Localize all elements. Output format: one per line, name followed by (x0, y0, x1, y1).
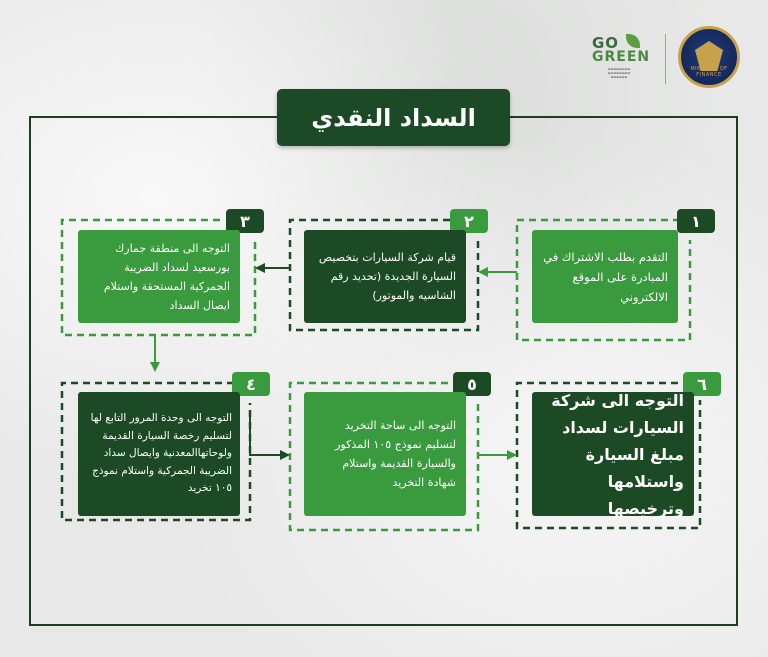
step-1-box (532, 230, 678, 323)
step-2-text: قيام شركة السيارات بتخصيص السيارة الجديدة (تحديد رقم الشاسيه والموتور) (318, 251, 456, 302)
step-4-number: ٤ (232, 372, 270, 396)
step-1-text: التقدم بطلب الاشتراك في المبادرة على الموقع الالكتروني (543, 249, 668, 304)
step-4-text: التوجه الى وحدة المرور التابع لها لتسليم رخصة السيارة القديمة ولوحاتهاالمعدنية وايصال سداد الضريبة الجمركية واستلام نموذج ١٠٥ تخريد (90, 412, 232, 495)
step-2-box (304, 230, 466, 323)
step-1-number: ١ (677, 209, 715, 233)
ministry-seal-logo (678, 26, 740, 88)
step-4-box (78, 392, 240, 516)
seal-text: MINISTRY OF FINANCE (690, 66, 728, 78)
header-logos (590, 26, 740, 96)
go-green-text-go: GO (592, 34, 620, 52)
step-5-box (304, 392, 466, 516)
outer-frame (30, 117, 737, 625)
step-5-text: التوجه الى ساحة التخريد لتسليم نموذج ١٠٥ المذكور والسيارة القديمة واستلام شهادة التخريد (335, 419, 456, 489)
step-5-number: ٥ (453, 372, 491, 396)
leaf-icon (626, 34, 640, 48)
step-6-text: التوجه الى شركة السيارات لسداد مبلغ السيارة واستلامها وترخيصها (551, 390, 684, 518)
step-6-box (532, 392, 694, 516)
go-green-logo (590, 34, 652, 90)
logo-divider (665, 34, 666, 84)
go-green-subtext: ▬▬▬▬▬▬▬▬ ▬▬▬▬▬▬▬▬ ▬▬▬▬▬▬ (607, 67, 631, 79)
step-6-number: ٦ (683, 372, 721, 396)
step-3-number: ٣ (226, 209, 264, 233)
arrow-4-to-5 (250, 410, 282, 455)
step-3-box (78, 230, 240, 323)
page-title: السداد النقدي (277, 89, 510, 146)
go-green-text-green: GREEN (592, 49, 651, 65)
step-2-number: ٢ (450, 209, 488, 233)
step-3-text: التوجه الى منطقة جمارك بورسعيد لسداد الضريبة الجمركية المستحقة واستلام ايصال السداد (103, 241, 230, 312)
